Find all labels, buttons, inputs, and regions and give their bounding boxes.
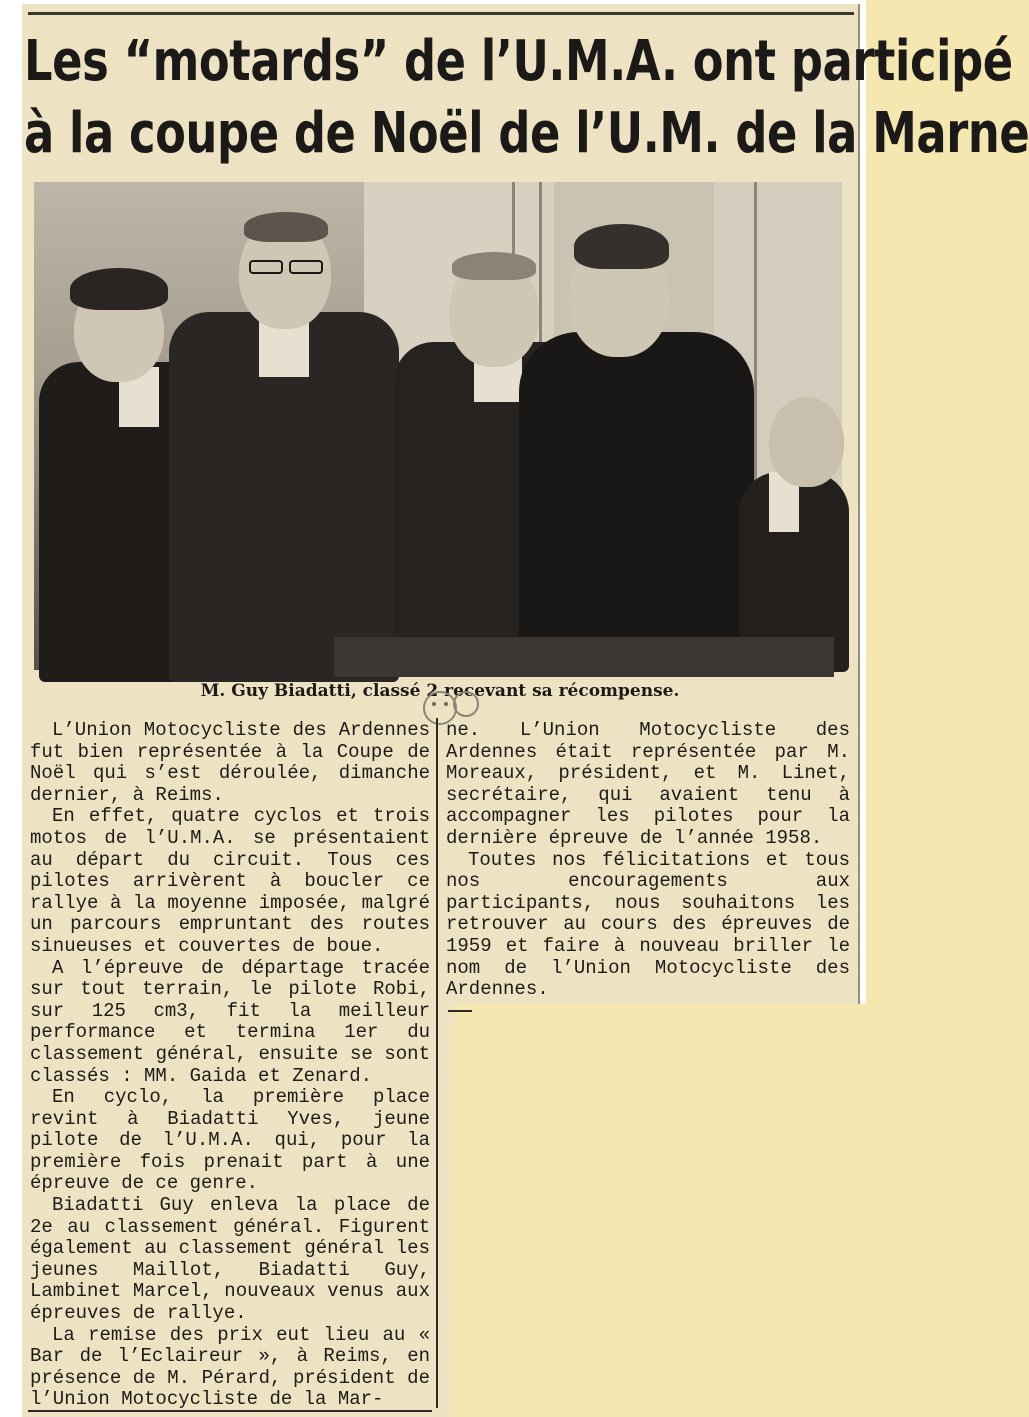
article-column-1 — [30, 720, 430, 1411]
top-rule — [28, 12, 854, 15]
article-column-2 — [446, 720, 850, 1001]
paragraph: En effet, quatre cyclos et trois motos de l’U.M.A. se présentaient au départ du circuit. Tous ces pilotes arrivèrent à boucler ce rallye à la moyenne imposée, malgré un parcours empruntant des routes sinueuses et couvertes de boue. — [30, 805, 430, 957]
paragraph: En cyclo, la première place revint à Biadatti Yves, jeune pilote de l’U.M.A. qui, pour la première fois prenait part à une épreuve de ce genre. — [30, 1086, 430, 1195]
paragraph: Biadatti Guy enleva la place de 2e au classement général. Figurent également au classement général les jeunes Maillot, Biadatti Guy, Lambinet Marcel, nouveaux venus aux épreuves de rallye. — [30, 1194, 430, 1325]
paragraph: A l’épreuve de départage tracée sur tout terrain, le pilote Robi, sur 125 cm3, fit la meilleur performance et termina 1er du classement général, ensuite se sont classés : MM. Gaida et Zenard. — [30, 956, 430, 1087]
bottom-rule — [28, 1410, 432, 1412]
news-photo — [34, 182, 842, 670]
paragraph: ne. L’Union Motocycliste des Ardennes était représentée par M. Moreaux, président, et M. Linet, secrétaire, qui avaient tenu à accompagner les pilotes pour la dernière épreuve de l’année 1958. — [446, 719, 850, 849]
headline-line-2: à la coupe de Noël de l’U.M. de la Marne — [24, 101, 1029, 166]
table — [334, 637, 834, 677]
column-end-rule — [448, 1010, 472, 1012]
headline — [24, 26, 1029, 170]
headline-line-1: Les “motards” de l’U.M.A. ont participé — [24, 29, 1013, 94]
cut-away-area — [454, 1004, 866, 1417]
column-divider — [436, 718, 438, 1408]
photo-caption: M. Guy Biadatti, classé 2 recevant sa récompense. — [200, 681, 680, 701]
paragraph: L’Union Motocycliste des Ardennes fut bien représentée à la Coupe de Noël qui s’est déroulée, dimanche dernier, à Reims. — [30, 719, 430, 806]
paragraph: Toutes nos félicitations et tous nos encouragements aux participants, nous souhaitons les retrouver au cours des épreuves de 1959 et faire à nouveau briller le nom de l’Union Motocycliste des Ardennes. — [446, 848, 850, 1001]
paragraph: La remise des prix eut lieu au « Bar de l’Eclaireur », à Reims, en présence de M. Pérard, président de l’Union Motocycliste de la Mar- — [30, 1323, 430, 1411]
